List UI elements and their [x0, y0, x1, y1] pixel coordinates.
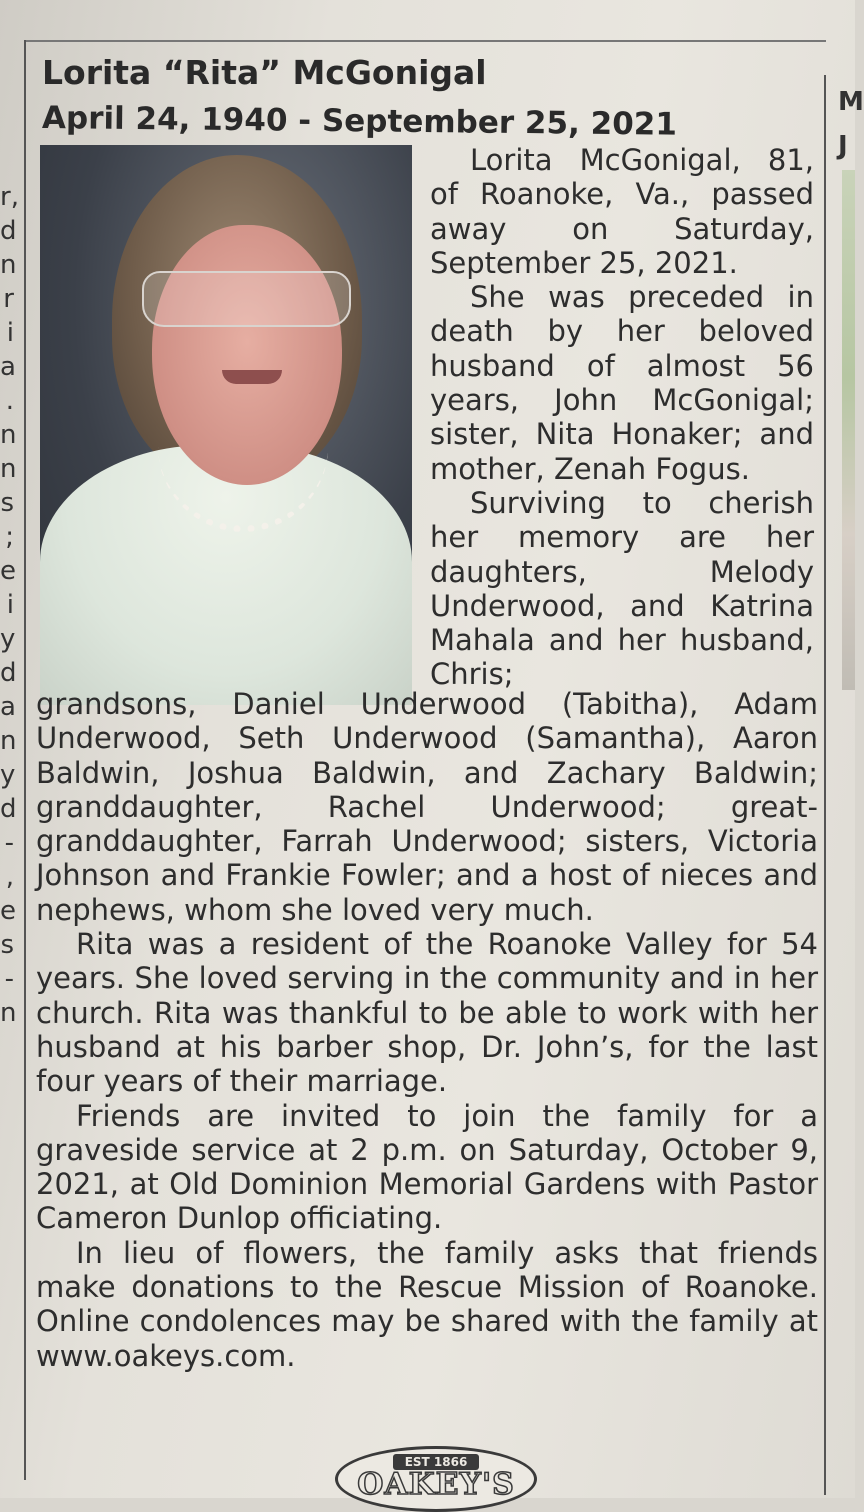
adjacent-column-left-text: r, d n r i a . n n s ; e i y d a n y d - , e s - n	[0, 182, 19, 1028]
adjacent-column-photo	[842, 170, 855, 690]
photo-glasses	[142, 271, 351, 327]
obituary-paragraph-continued: grandsons, Daniel Underwood (Tabitha), Adam Underwood, Seth Underwood (Samantha), Aaron Baldwin, Joshua Baldwin, and Zachary Baldwin; granddaughter, Rachel Underwood; great-granddaughter, Farrah Underwood; sisters, Victoria Johnson and Frankie Fowler; and a host of nieces and nephews, whom she loved very much.	[36, 687, 818, 927]
obituary-wide-column	[36, 687, 818, 1373]
obituary-paragraph: Friends are invited to join the family for a graveside service at 2 p.m. on Saturday, October 9, 2021, at Old Dominion Memorial Gardens with Pastor Cameron Dunlop officiating.	[36, 1098, 818, 1236]
obituary-name: Lorita “Rita” McGonigal	[42, 53, 487, 92]
left-column-rule	[24, 40, 26, 1480]
right-column-rule	[824, 75, 826, 1495]
obituary-paragraph: Rita was a resident of the Roanoke Valley for 54 years. She loved serving in the community and in her church. Rita was thankful to be able to work with her husband at his barber shop, Dr. John’s, for the last four years of their marriage.	[36, 927, 818, 1099]
obituary-dates: April 24, 1940 - September 25, 2021	[41, 100, 678, 143]
obituary-paragraph: Surviving to cherish her memory are her daughters, Melody Underwood, and Katrina Mahala and her husband, Chris;	[430, 485, 814, 692]
obituary-paragraph: Lorita McGonigal, 81, of Roanoke, Va., passed away on Saturday, September 25, 2021.	[430, 143, 814, 280]
funeral-home-logo	[335, 1446, 537, 1512]
obituary-paragraph: In lieu of flowers, the family asks that friends make donations to the Rescue Mission of Roanoke. Online condolences may be shared with the family at www.oakeys.com.	[36, 1235, 818, 1373]
portrait-photo-icon	[40, 145, 412, 670]
obituary-paragraph: She was preceded in death by her beloved husband of almost 56 years, John McGonigal; sister, Nita Honaker; and mother, Zenah Fogus.	[430, 280, 814, 486]
obituary-narrow-column	[430, 143, 814, 692]
adjacent-column-right-text: M J	[838, 87, 864, 161]
photo-mouth	[222, 370, 282, 384]
logo-est-text: EST 1866	[404, 1455, 468, 1469]
top-column-rule	[24, 40, 826, 42]
logo-name-text: OAKEY'S	[357, 1467, 515, 1502]
